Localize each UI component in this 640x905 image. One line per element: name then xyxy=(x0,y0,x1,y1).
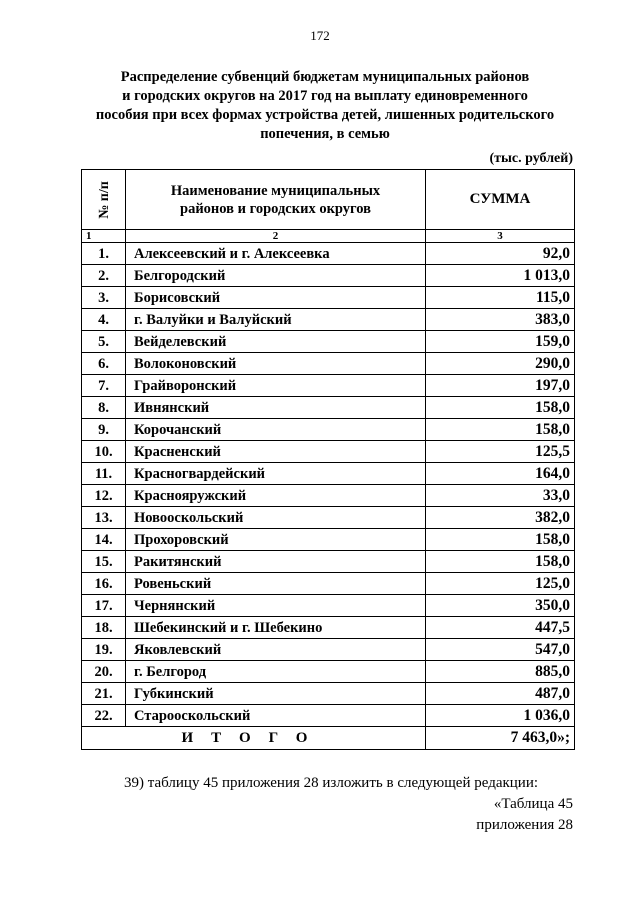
total-sum: 7 463,0»; xyxy=(426,727,575,750)
table-row xyxy=(82,353,575,375)
table-row xyxy=(82,375,575,397)
row-number: 19. xyxy=(82,639,126,661)
row-number: 13. xyxy=(82,507,126,529)
district-name: Грайворонский xyxy=(126,375,426,397)
row-number: 11. xyxy=(82,463,126,485)
district-name: г. Белгород xyxy=(126,661,426,683)
row-number: 7. xyxy=(82,375,126,397)
row-number: 15. xyxy=(82,551,126,573)
row-sum: 125,0 xyxy=(426,573,575,595)
district-name: Старооскольский xyxy=(126,705,426,727)
header-name-line2: районов и городских округов xyxy=(180,200,371,217)
table-row xyxy=(82,287,575,309)
row-sum: 115,0 xyxy=(426,287,575,309)
title-line: попечения, в семью xyxy=(260,126,390,142)
table-row xyxy=(82,661,575,683)
district-name: Красненский xyxy=(126,441,426,463)
district-name: г. Валуйки и Валуйский xyxy=(126,309,426,331)
row-number: 4. xyxy=(82,309,126,331)
table-ref: «Таблица 45 xyxy=(493,796,573,812)
row-sum: 1 013,0 xyxy=(426,265,575,287)
row-sum: 164,0 xyxy=(426,463,575,485)
units-label: (тыс. рублей) xyxy=(489,151,573,166)
district-name: Борисовский xyxy=(126,287,426,309)
subsidy-table xyxy=(81,169,575,750)
row-sum: 125,5 xyxy=(426,441,575,463)
table-row xyxy=(82,397,575,419)
row-number: 16. xyxy=(82,573,126,595)
table-row xyxy=(82,331,575,353)
row-number: 1. xyxy=(82,243,126,265)
row-number: 17. xyxy=(82,595,126,617)
header-num-label: № п/п xyxy=(96,181,112,219)
table-row xyxy=(82,507,575,529)
row-sum: 290,0 xyxy=(426,353,575,375)
page-number: 172 xyxy=(310,28,330,43)
table-row xyxy=(82,485,575,507)
district-name: Ракитянский xyxy=(126,551,426,573)
district-name: Новооскольский xyxy=(126,507,426,529)
appendix-ref: приложения 28 xyxy=(476,817,573,833)
header-name xyxy=(126,170,426,230)
district-name: Ивнянский xyxy=(126,397,426,419)
table-row xyxy=(82,551,575,573)
table-row xyxy=(82,265,575,287)
row-sum: 158,0 xyxy=(426,397,575,419)
column-index: 2 xyxy=(126,230,426,243)
row-sum: 159,0 xyxy=(426,331,575,353)
district-name: Чернянский xyxy=(126,595,426,617)
row-sum: 1 036,0 xyxy=(426,705,575,727)
row-sum: 382,0 xyxy=(426,507,575,529)
table-row xyxy=(82,309,575,331)
district-name: Вейделевский xyxy=(126,331,426,353)
row-number: 22. xyxy=(82,705,126,727)
document-title xyxy=(60,68,590,144)
district-name: Яковлевский xyxy=(126,639,426,661)
total-row xyxy=(82,727,575,750)
district-name: Губкинский xyxy=(126,683,426,705)
table-row xyxy=(82,243,575,265)
row-number: 9. xyxy=(82,419,126,441)
table-row xyxy=(82,529,575,551)
row-number: 10. xyxy=(82,441,126,463)
row-number: 14. xyxy=(82,529,126,551)
row-sum: 158,0 xyxy=(426,529,575,551)
row-sum: 487,0 xyxy=(426,683,575,705)
district-name: Алексеевский и г. Алексеевка xyxy=(126,243,426,265)
table-row xyxy=(82,419,575,441)
table-row xyxy=(82,683,575,705)
table-body xyxy=(82,243,575,727)
district-name: Волоконовский xyxy=(126,353,426,375)
row-sum: 383,0 xyxy=(426,309,575,331)
row-sum: 197,0 xyxy=(426,375,575,397)
table-row xyxy=(82,617,575,639)
row-sum: 158,0 xyxy=(426,419,575,441)
district-name: Краснояружский xyxy=(126,485,426,507)
table-row xyxy=(82,639,575,661)
header-name-line1: Наименование муниципальных xyxy=(170,182,381,199)
column-index: 1 xyxy=(82,230,126,243)
table-row xyxy=(82,705,575,727)
title-line: Распределение субвенций бюджетам муниципальных районов xyxy=(120,69,530,85)
header-num xyxy=(82,170,126,230)
row-number: 8. xyxy=(82,397,126,419)
table-row xyxy=(82,573,575,595)
table-header-row xyxy=(82,170,575,230)
district-name: Корочанский xyxy=(126,419,426,441)
row-sum: 547,0 xyxy=(426,639,575,661)
row-sum: 33,0 xyxy=(426,485,575,507)
district-name: Шебекинский и г. Шебекино xyxy=(126,617,426,639)
row-number: 18. xyxy=(82,617,126,639)
table-row xyxy=(82,441,575,463)
column-index: 3 xyxy=(426,230,575,243)
row-number: 6. xyxy=(82,353,126,375)
row-number: 3. xyxy=(82,287,126,309)
column-index-row xyxy=(82,230,575,243)
row-number: 21. xyxy=(82,683,126,705)
district-name: Белгородский xyxy=(126,265,426,287)
amendment-text: 39) таблицу 45 приложения 28 изложить в следующей редакции: xyxy=(124,775,539,791)
title-line: и городских округов на 2017 год на выплату единовременного xyxy=(122,88,528,104)
row-number: 5. xyxy=(82,331,126,353)
row-sum: 92,0 xyxy=(426,243,575,265)
row-sum: 350,0 xyxy=(426,595,575,617)
row-sum: 885,0 xyxy=(426,661,575,683)
total-label: ИТОГО xyxy=(82,727,426,750)
table-row xyxy=(82,595,575,617)
title-line: пособия при всех формах устройства детей, лишенных родительского xyxy=(95,107,555,123)
row-number: 20. xyxy=(82,661,126,683)
district-name: Прохоровский xyxy=(126,529,426,551)
table-row xyxy=(82,463,575,485)
district-name: Красногвардейский xyxy=(126,463,426,485)
row-number: 12. xyxy=(82,485,126,507)
row-number: 2. xyxy=(82,265,126,287)
district-name: Ровеньский xyxy=(126,573,426,595)
row-sum: 447,5 xyxy=(426,617,575,639)
header-sum: СУММА xyxy=(426,170,575,230)
row-sum: 158,0 xyxy=(426,551,575,573)
